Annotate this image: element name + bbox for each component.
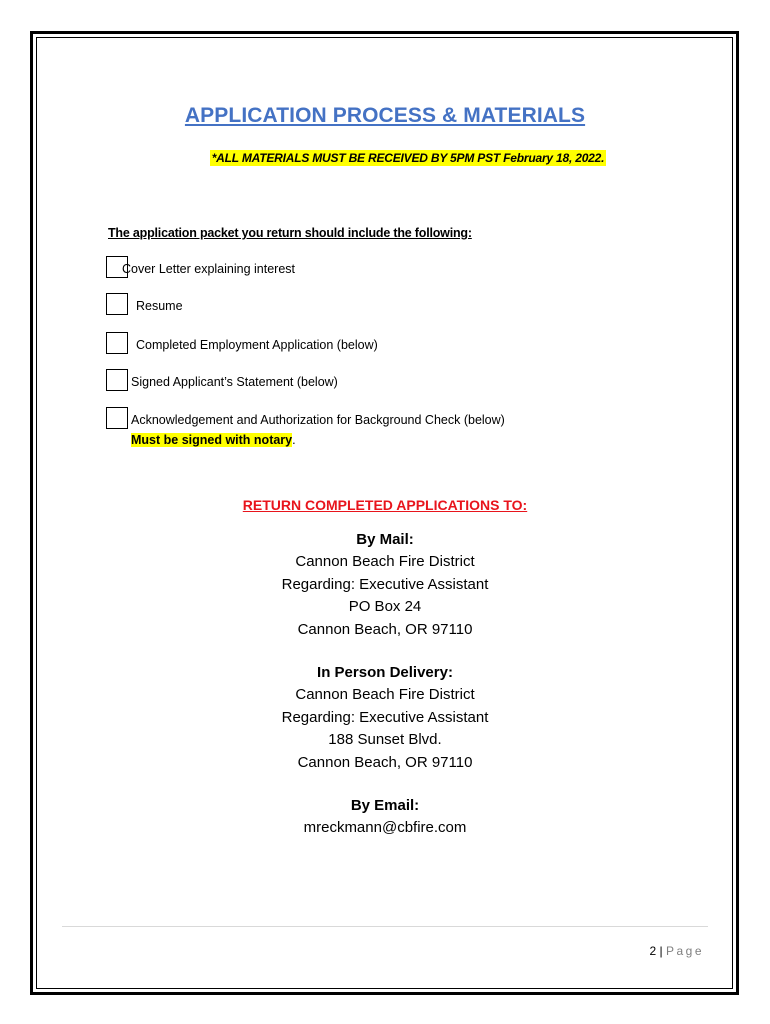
notary-highlight: Must be signed with notary [131,433,293,447]
mail-line: Cannon Beach Fire District [295,553,475,571]
in-person-address-block [0,662,770,774]
deadline-notice-row [0,149,770,167]
checkbox-background-check[interactable] [106,407,128,429]
checklist-label: Resume [136,299,183,313]
in-person-line: Cannon Beach, OR 97110 [297,753,473,771]
checklist-label: Cover Letter explaining interest [122,262,296,276]
checkbox-employment-application[interactable] [106,332,128,354]
in-person-line: Regarding: Executive Assistant [281,708,489,726]
mail-line: Cannon Beach, OR 97110 [297,620,473,638]
checkbox-applicant-statement[interactable] [106,369,128,391]
page-word: Page [665,944,704,958]
page-number: 2 [649,944,657,958]
in-person-line: 188 Sunset Blvd. [328,731,442,749]
email-heading: By Email: [350,797,420,814]
checklist-intro: The application packet you return should include the following: [108,226,472,240]
mail-line: PO Box 24 [348,598,422,616]
mail-address-block [0,529,770,641]
page-border-inner [36,37,733,989]
email-block [0,795,770,840]
email-address: mreckmann@cbfire.com [303,819,467,837]
page-separator: | [659,944,663,958]
checklist-label: Signed Applicant’s Statement (below) [131,375,338,389]
notary-period: . [292,433,296,447]
document-title: APPLICATION PROCESS & MATERIALS [184,104,586,127]
mail-heading: By Mail: [356,531,414,548]
footer-divider [62,926,708,927]
notary-note [131,433,296,447]
mail-line: Regarding: Executive Assistant [281,575,489,593]
checkbox-resume[interactable] [106,293,128,315]
in-person-heading: In Person Delivery: [317,664,453,681]
checklist-label: Completed Employment Application (below) [136,338,378,352]
return-heading: RETURN COMPLETED APPLICATIONS TO: [242,497,528,513]
page-footer [649,944,704,958]
in-person-line: Cannon Beach Fire District [295,686,475,704]
deadline-notice: *ALL MATERIALS MUST BE RECEIVED BY 5PM PST February 18, 2022. [211,151,605,165]
checklist-label: Acknowledgement and Authorization for Background Check (below) [131,413,505,427]
